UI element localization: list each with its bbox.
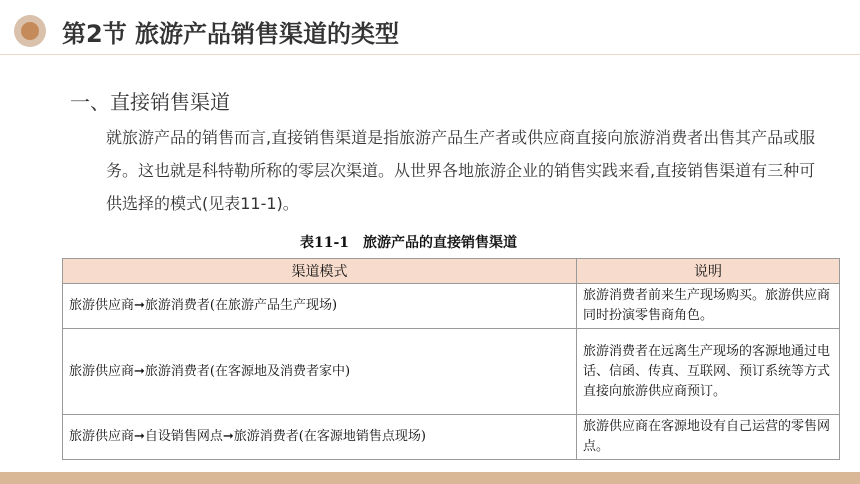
table-row [63, 284, 840, 329]
title-divider [0, 54, 860, 55]
table-caption: 表11-1 旅游产品的直接销售渠道 [300, 235, 518, 251]
column-header-desc: 说明 [577, 259, 840, 284]
table-row [63, 329, 840, 415]
cell-desc: 旅游供应商在客源地设有自己运营的零售网点。 [577, 415, 840, 460]
cell-mode: 旅游供应商➞旅游消费者(在旅游产品生产现场) [63, 284, 577, 329]
cell-mode: 旅游供应商➞旅游消费者(在客源地及消费者家中) [63, 329, 577, 415]
channel-table [62, 258, 840, 460]
cell-mode: 旅游供应商➞自设销售网点➞旅游消费者(在客源地销售点现场) [63, 415, 577, 460]
cell-desc: 旅游消费者在远离生产现场的客源地通过电话、信函、传真、互联网、预订系统等方式直接向旅游供应商预订。 [577, 329, 840, 415]
logo-circle-icon [14, 15, 46, 47]
page-title: 第2节 旅游产品销售渠道的类型 [62, 20, 400, 48]
body-paragraph: 就旅游产品的销售而言,直接销售渠道是指旅游产品生产者或供应商直接向旅游消费者出售其产品或服务。这也就是科特勒所称的零层次渠道。从世界各地旅游企业的销售实践来看,直接销售渠道有三种可供选择的模式(见表11-1)。 [106, 128, 816, 213]
table-row [63, 415, 840, 460]
table-header-row [63, 259, 840, 284]
section-heading: 一、直接销售渠道 [70, 90, 230, 114]
cell-desc: 旅游消费者前来生产现场购买。旅游供应商同时扮演零售商角色。 [577, 284, 840, 329]
bottom-band [0, 472, 860, 484]
column-header-mode: 渠道模式 [63, 259, 577, 284]
